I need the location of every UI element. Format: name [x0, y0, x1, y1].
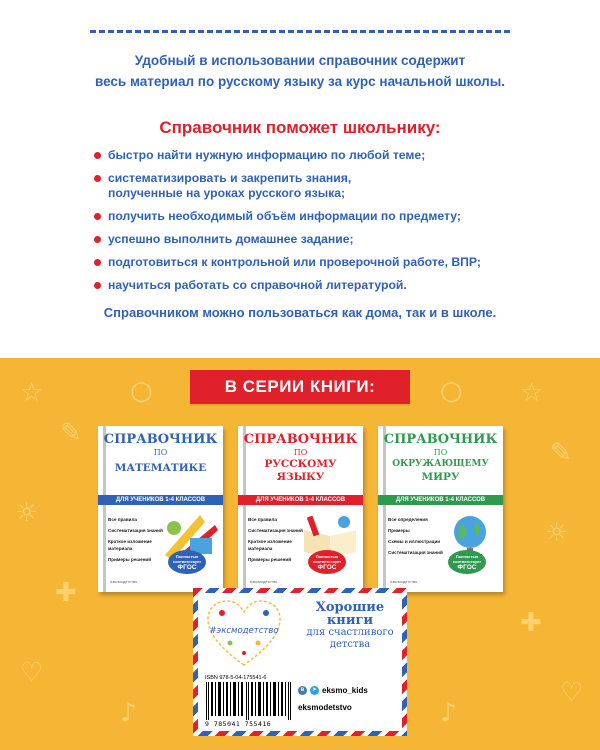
bullet-dot-icon: [94, 282, 101, 289]
slogan-line-4: детства: [329, 639, 371, 650]
book-world-cover[interactable]: [378, 426, 503, 592]
isbn-digits: 9 785041 755416: [205, 720, 272, 728]
book-publisher: #эксмодетство: [110, 579, 138, 584]
book-feature: Краткое изложение материала: [248, 539, 292, 551]
intro-line-1: Удобный в использовании справочник содержит: [134, 53, 466, 68]
slogan-line-2: книги: [326, 613, 374, 628]
fgos-badge-caption: Полностью соответствует: [312, 554, 342, 564]
fgos-badge: [308, 550, 346, 574]
fgos-badge: [448, 550, 486, 574]
list-item-text: получить необходимый объём информации по предмету;: [108, 209, 461, 223]
book-title-1: СПРАВОЧНИК: [383, 432, 498, 447]
series-banner: В СЕРИИ КНИГИ:: [190, 370, 410, 404]
vk-icon: в: [298, 686, 307, 695]
bullet-dot-icon: [94, 152, 101, 159]
bullet-dot-icon: [94, 175, 101, 182]
pencil-doodle-icon: ✎: [550, 438, 572, 468]
list-item: [94, 148, 534, 163]
top-dashed-line: [90, 30, 510, 33]
book-title-3: ОКРУЖАЮЩЕМУ: [392, 459, 489, 469]
book-title-1: СПРАВОЧНИК: [243, 432, 358, 447]
heart-logo-icon: [206, 599, 282, 669]
book-title-2: ПО: [433, 448, 448, 457]
book-features: [248, 516, 304, 567]
book-feature: Примеры решений: [248, 557, 292, 562]
sun-doodle-icon: ☼: [545, 518, 569, 548]
social-handle[interactable]: eksmo_kids: [322, 685, 368, 695]
book-publisher: #эксмодетство: [390, 579, 418, 584]
bullet-dot-icon: [94, 259, 101, 266]
list-item: [94, 171, 534, 201]
book-features: [388, 516, 444, 560]
sun-doodle-icon: ☼: [15, 498, 39, 528]
fgos-badge-label: ФГОС: [317, 564, 337, 571]
book-features: [108, 516, 164, 567]
heart-logo-text: #эксмодетство: [209, 626, 279, 636]
pencil-doodle-icon: ✎: [60, 418, 82, 448]
plus-doodle-icon: ✚: [55, 578, 77, 608]
list-item: [94, 278, 534, 293]
note-doodle-icon: ♪: [440, 698, 457, 728]
fgos-badge-label: ФГОС: [177, 564, 197, 571]
isbn-text: ISBN 978-5-04-175541-6: [205, 675, 267, 681]
list-item-text: научиться работать со справочной литературой.: [108, 278, 407, 292]
fgos-badge-caption: Полностью соответствует: [452, 554, 482, 564]
slogan-line-1: Хорошие: [315, 600, 385, 615]
list-item-text: быстро найти нужную информацию по любой теме;: [108, 148, 426, 162]
circle-doodle-icon: ○: [440, 376, 463, 406]
intro-line-2: весь материал по русскому языку за курс начальной школы.: [94, 74, 506, 89]
star-doodle-icon: ☆: [520, 378, 544, 408]
note-doodle-icon: ♪: [120, 698, 137, 728]
help-title: Справочник поможет школьнику:: [159, 118, 441, 137]
book-title-2: ПО: [153, 448, 168, 457]
fgos-badge-label: ФГОС: [457, 564, 477, 571]
book-grade-band: ДЛЯ УЧЕНИКОВ 1-4 КЛАССОВ: [378, 495, 503, 505]
book-title-4: МИРУ: [421, 471, 460, 483]
book-feature: Систематизация знаний: [388, 550, 443, 555]
book-math-cover[interactable]: [98, 426, 223, 592]
fgos-badge: [168, 550, 206, 574]
list-item-text: подготовиться к контрольной или проверочной работе, ВПР;: [108, 255, 481, 269]
heart-doodle-icon: ♡: [20, 658, 44, 688]
book-grade-band: ДЛЯ УЧЕНИКОВ 1-4 КЛАССОВ: [98, 495, 223, 505]
book-publisher: #эксмодетство: [250, 579, 278, 584]
publisher-card: [193, 588, 407, 736]
isbn-block: [203, 675, 296, 729]
book-title-2: ПО: [293, 448, 308, 457]
star-doodle-icon: ☆: [20, 378, 44, 408]
telegram-icon: ➤: [311, 686, 318, 693]
book-russian-cover[interactable]: [238, 426, 363, 592]
fgos-badge-caption: Полностью соответствует: [172, 554, 202, 564]
book-feature: Схемы и иллюстрации: [388, 539, 441, 544]
list-item: [94, 232, 534, 247]
usage-text: Справочником можно пользоваться как дома, так и в школе.: [103, 305, 497, 320]
book-title-4: ЯЗЫКУ: [276, 471, 325, 483]
book-feature: Примеры: [388, 528, 410, 533]
book-feature: Все правила: [108, 517, 137, 522]
social-row: [298, 683, 404, 697]
intro-text: [60, 50, 540, 92]
list-item: [94, 209, 534, 224]
site-handle[interactable]: eksmodetstvo: [298, 703, 352, 712]
book-feature: Систематизация знаний: [108, 528, 163, 533]
benefits-list: [94, 148, 534, 301]
book-feature: Все правила: [248, 517, 277, 522]
barcode-icon: [204, 682, 295, 720]
book-grade-band: ДЛЯ УЧЕНИКОВ 1-4 КЛАССОВ: [238, 495, 363, 505]
list-item-text: успешно выполнить домашнее задание;: [108, 232, 354, 246]
book-title-3: РУССКОМУ: [264, 458, 337, 470]
book-feature: Все определения: [388, 517, 428, 522]
list-item: [94, 255, 534, 270]
list-item-text: систематизировать и закрепить знания, полученные на уроках русского языка;: [108, 171, 352, 200]
book-feature: Краткое изложение материала: [108, 539, 152, 551]
book-title-3: МАТЕМАТИКЕ: [114, 462, 207, 474]
book-feature: Систематизация знаний: [248, 528, 303, 533]
slogan-line-3: для счастливого: [306, 627, 394, 638]
circle-doodle-icon: ○: [130, 376, 153, 406]
slogan: [298, 601, 402, 651]
series-section: [0, 358, 600, 750]
bullet-dot-icon: [94, 236, 101, 243]
book-feature: Примеры решений: [108, 557, 152, 562]
bullet-dot-icon: [94, 213, 101, 220]
heart-doodle-icon: ♡: [560, 678, 584, 708]
social-block: [298, 683, 404, 712]
plus-doodle-icon: ✚: [520, 608, 542, 638]
book-title-1: СПРАВОЧНИК: [103, 432, 218, 447]
